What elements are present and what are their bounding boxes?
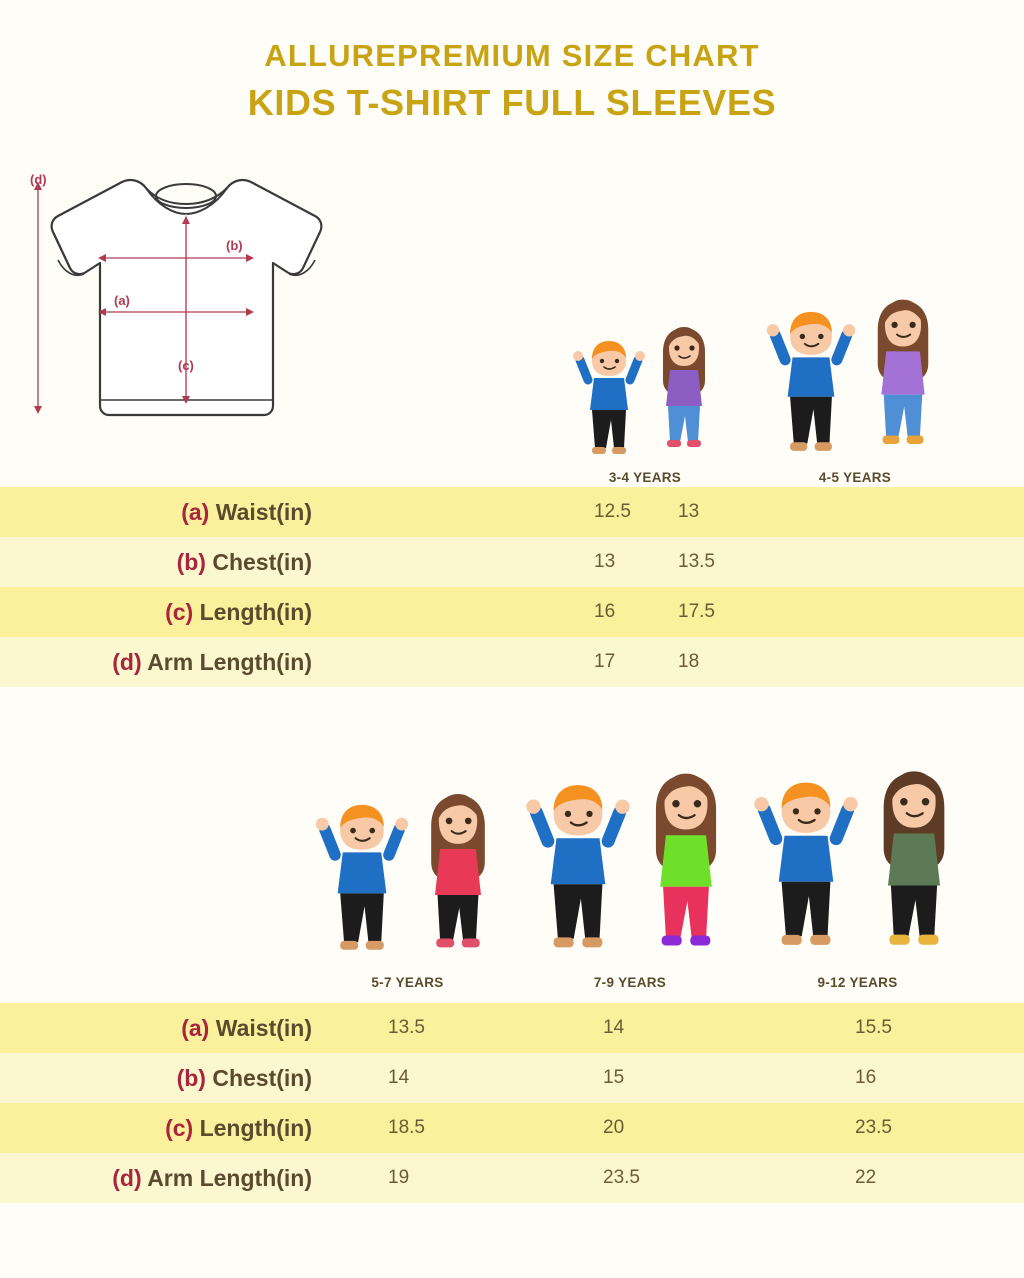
title-brand: ALLUREPREMIUM SIZE CHART [264, 38, 760, 73]
girl-figure-icon [412, 777, 504, 967]
diagram-label-c: (c) [178, 358, 194, 373]
row-tag: (d) [112, 648, 142, 675]
tshirt-diagram [18, 160, 378, 450]
kids-row-bottom [300, 720, 970, 990]
cell-value: 16 [855, 1067, 877, 1088]
diagram-label-b: (b) [226, 238, 243, 253]
row-label [0, 1115, 330, 1142]
cell-value: 13.5 [388, 1017, 425, 1038]
cell-value: 13.5 [678, 551, 715, 572]
cell-value: 17 [594, 651, 616, 672]
table-row [0, 537, 1024, 587]
row-label-text: Chest(in) [212, 1064, 312, 1091]
row-tag: (a) [181, 498, 210, 525]
girl-figure-icon [859, 284, 947, 462]
girl-figure-icon [648, 314, 720, 462]
row-tag: (c) [165, 598, 194, 625]
table-row [0, 637, 1024, 687]
kid-caption-5-7: 5-7 YEARS [371, 975, 444, 990]
boy-figure-icon [522, 767, 634, 967]
size-table-bottom [0, 1003, 1024, 1203]
cell-value: 13 [594, 551, 616, 572]
boy-figure-icon [312, 789, 412, 967]
page-title [0, 38, 1024, 123]
kids-row-top [545, 270, 965, 485]
cell-value: 13 [678, 501, 700, 522]
row-label-text: Length(in) [199, 598, 312, 625]
kid-caption-4-5: 4-5 YEARS [818, 470, 892, 485]
kid-group-5-7 [300, 737, 515, 990]
table-row [0, 1103, 1024, 1153]
kid-group-4-5 [745, 287, 965, 485]
diagram-label-a: (a) [114, 293, 130, 308]
row-label-text: Arm Length(in) [147, 1164, 312, 1191]
row-tag: (d) [112, 1164, 142, 1191]
cell-value: 23.5 [603, 1167, 640, 1188]
kid-caption-3-4: 3-4 YEARS [608, 470, 682, 485]
table-row [0, 587, 1024, 637]
row-label [0, 599, 330, 626]
row-label [0, 649, 330, 676]
girl-figure-icon [634, 755, 738, 967]
cell-value: 20 [603, 1117, 625, 1138]
kid-caption-7-9: 7-9 YEARS [593, 975, 667, 990]
cell-value: 14 [603, 1017, 625, 1038]
row-label [0, 499, 330, 526]
cell-value: 15.5 [855, 1017, 892, 1038]
cell-value: 23.5 [855, 1117, 892, 1138]
row-tag: (c) [165, 1114, 194, 1141]
table-row [0, 1153, 1024, 1203]
cell-value: 18.5 [388, 1117, 425, 1138]
kid-group-3-4 [545, 287, 745, 485]
row-label [0, 549, 330, 576]
girl-figure-icon [862, 752, 966, 967]
row-tag: (b) [176, 1064, 206, 1091]
boy-figure-icon [750, 762, 862, 967]
row-label [0, 1065, 330, 1092]
row-tag: (b) [176, 548, 206, 575]
tshirt-icon [18, 160, 378, 450]
row-label-text: Arm Length(in) [147, 648, 312, 675]
cell-value: 19 [388, 1167, 410, 1188]
size-table-top [0, 487, 1024, 687]
table-row [0, 487, 1024, 537]
kid-group-7-9 [515, 737, 745, 990]
cell-value: 14 [388, 1067, 410, 1088]
row-label-text: Waist(in) [215, 498, 312, 525]
row-label [0, 1165, 330, 1192]
cell-value: 12.5 [594, 501, 631, 522]
table-row [0, 1053, 1024, 1103]
boy-figure-icon [763, 302, 859, 462]
row-label-text: Chest(in) [212, 548, 312, 575]
title-product: KIDS T-SHIRT FULL SLEEVES [247, 81, 777, 123]
cell-value: 18 [678, 651, 700, 672]
cell-value: 16 [594, 601, 616, 622]
diagram-label-d: (d) [30, 172, 47, 187]
kid-caption-9-12: 9-12 YEARS [817, 975, 898, 990]
cell-value: 15 [603, 1067, 625, 1088]
row-label [0, 1015, 330, 1042]
row-tag: (a) [181, 1014, 210, 1041]
cell-value: 22 [855, 1167, 877, 1188]
cell-value: 17.5 [678, 601, 715, 622]
table-row [0, 1003, 1024, 1053]
row-label-text: Length(in) [199, 1114, 312, 1141]
kid-group-9-12 [745, 737, 970, 990]
boy-figure-icon [570, 334, 648, 462]
row-label-text: Waist(in) [215, 1014, 312, 1041]
